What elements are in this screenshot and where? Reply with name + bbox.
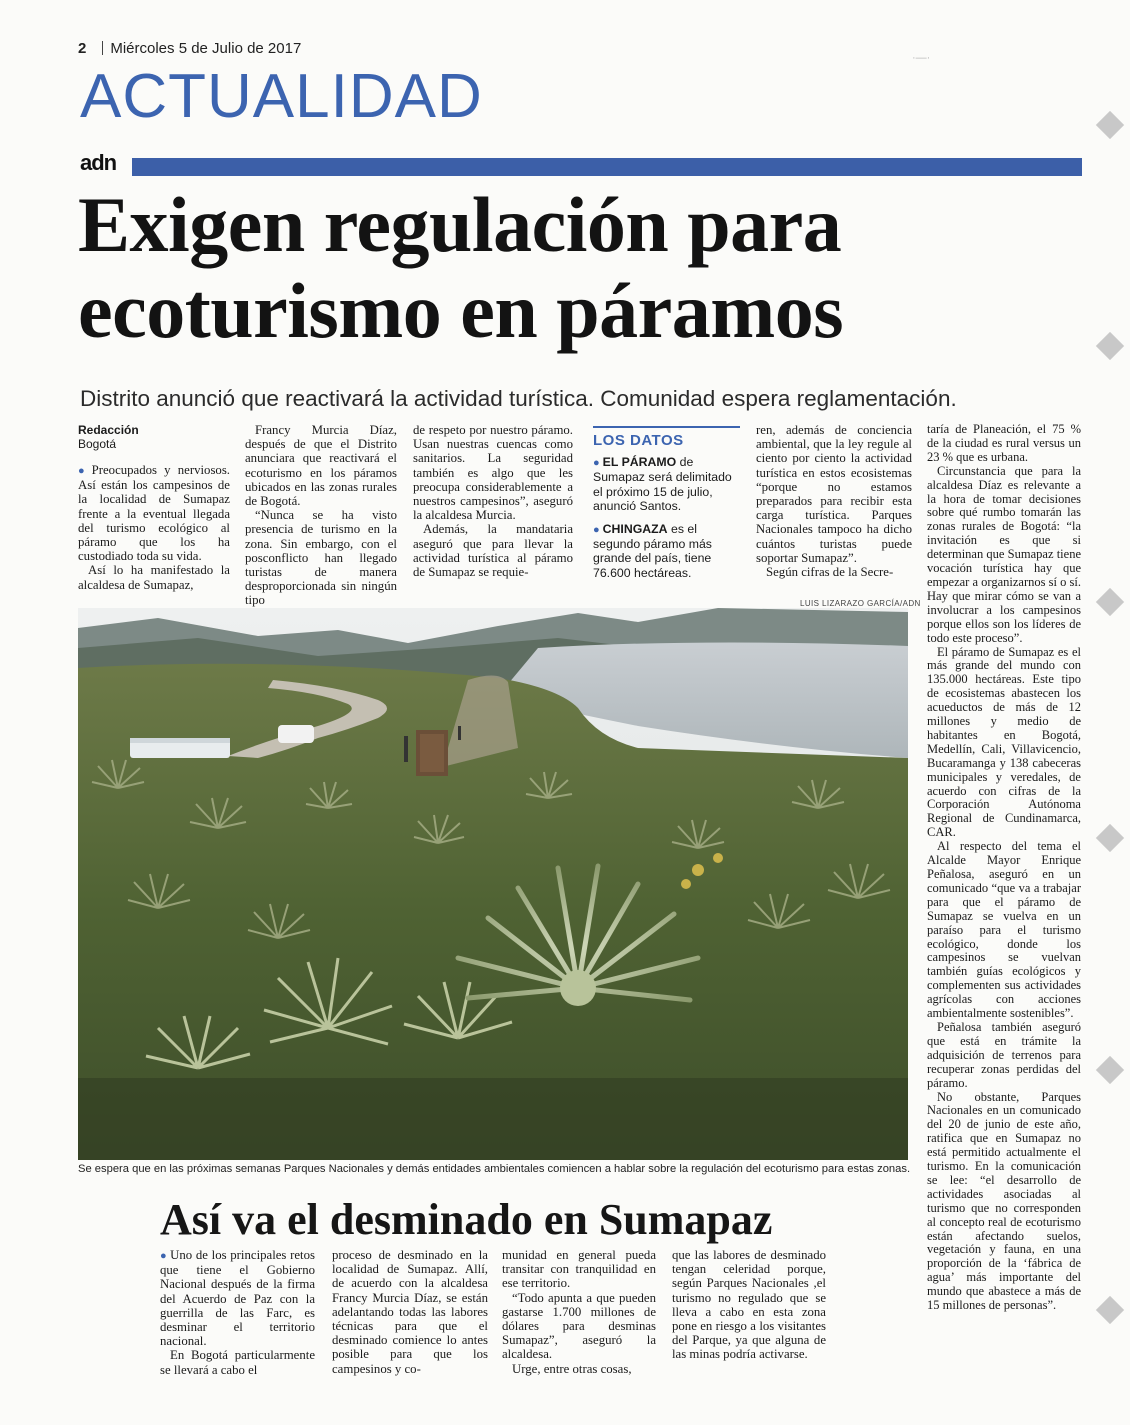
photo-credit: LUIS LIZARAZO GARCÍA/ADN [800, 599, 921, 608]
paragraph: de respeto por nuestro páramo. Usan nuestras cuencas como sanitarios. La seguridad también es algo que les preocupa considerablemente a nuestros campesinos”, aseguró la alcaldesa Murcia. [413, 423, 573, 523]
article-column-5 [756, 423, 912, 579]
paragraph: El páramo de Sumapaz es el más grande del mundo con 135.000 hectáreas. Este tipo de ecosistemas abastecen los acueductos de más de 12 millones y medio de habitantes en Bogotá, Medellín, Cali, Villavicencio, Bucaramanga y 138 cabeceras municipales y veredales, de acuerdo con cifras de la Corporación Autónoma Regional de Cundinamarca, CAR. [927, 644, 1081, 840]
headline-line-1: Exigen regulación para [78, 181, 842, 268]
article-column-2 [245, 423, 397, 608]
bullet-icon: ● [593, 523, 600, 536]
article-column-6 [927, 423, 1081, 1313]
desminado-headline: Así va el desminado en Sumapaz [160, 1195, 773, 1244]
paragraph: Francy Murcia Díaz, después de que el Distrito anunciara que reactivará el ecoturismo en los páramos ubicados en las zonas rurales de Bogotá. [245, 423, 397, 509]
paragraph: Además, la mandataria aseguró que para llevar la actividad turística al páramo de Sumapaz se requie- [413, 522, 573, 580]
paragraph: ● Preocupados y nerviosos. Así están los campesinos de la localidad de Sumapaz frente a la eventual llegada del turismo ecológico al páramo que los ha custodiado toda su vida. [78, 463, 230, 564]
paragraph: Circunstancia que para la alcaldesa Díaz es relevante a la hora de tomar decisiones sobre qué rumbo tomarán las zonas rurales de Bogotá: “la invitación es que si determinan que Sumapaz tiene vocación turística hay que empezar a organizarnos sí o sí. Hay que mirar cómo se van a involucrar a los campesinos porque ellos son los líderes de todo este proceso”. [927, 463, 1081, 645]
los-datos-header: LOS DATOS [593, 426, 740, 449]
datos-item-1: ● EL PÁRAMO de Sumapaz será delimitado el próximo 15 de julio, anunció Santos. [593, 455, 732, 514]
paragraph: taría de Planeación, el 75 % de la ciudad es rural versus un 23 % que es urbana. [927, 422, 1081, 464]
paramo-photo [78, 608, 908, 1160]
paragraph: ● Uno de los principales retos que tiene el Gobierno Nacional después de la firma del Acuerdo de Paz con la guerrilla de las Farc, es desminar el territorio nacional. [160, 1248, 315, 1349]
paragraph: “Nunca se ha visto presencia de turismo en la zona. Sin embargo, con el posconflicto han llegado turistas de manera desproporcionada sin ningún tipo [245, 508, 397, 608]
page-number: 2 [78, 40, 87, 57]
paragraph: Así lo ha manifestado la alcaldesa de Sumapaz, [78, 563, 230, 592]
margin-pencil-mark: ·—· [912, 52, 931, 64]
paragraph: proceso de desminado en la localidad de Sumapaz. Allí, de acuerdo con la alcaldesa Francy Murcia Díaz, se están adelantando todas las labores técnicas para que el desminado comience lo antes posible para que los campesinos y co- [332, 1248, 488, 1376]
scan-edge-mark [1096, 332, 1124, 360]
byline [78, 423, 230, 451]
paragraph: “Todo apunta a que pueden gastarse 1.700 millones de dólares para desminas Sumapaz”, aseguró la alcaldesa. [502, 1290, 656, 1362]
section-bar [132, 158, 1082, 176]
paramo-landscape-illustration [78, 608, 908, 1160]
brand-logo: adn [80, 150, 117, 175]
bullet-icon: ● [160, 1250, 168, 1262]
bullet-icon: ● [78, 465, 89, 477]
paragraph: Peñalosa también aseguró que está en trámite la adquisición de terrenos para recuperar zonas perdidas del páramo. [927, 1019, 1081, 1090]
paragraph: No obstante, Parques Nacionales en un comunicado del 20 de junio de este año, ratifica que en Sumapaz no está permitido actualmente el turismo. En la comunicación se lee: “el desarrollo de actividades asociadas al turismo que no corresponden al concepto real de ecoturismo están afectando suelos, vegetación y fauna, en una proporción de la ‘fábrica de agua’ más importante del mundo que abastece a más de 15 millones de personas”. [927, 1089, 1081, 1313]
paragraph: En Bogotá particularmente se llevará a cabo el [160, 1348, 315, 1377]
paragraph: Urge, entre otras cosas, [512, 1361, 632, 1376]
scan-edge-mark [1096, 824, 1124, 852]
folio-divider [102, 41, 103, 55]
desminado-column-3 [502, 1248, 656, 1376]
byline-city: Bogotá [78, 437, 117, 451]
headline-line-2: ecoturismo en páramos [78, 267, 844, 354]
article-deck: Distrito anunció que reactivará la actividad turística. Comunidad espera reglamentación. [80, 386, 957, 411]
scan-edge-mark [1096, 1056, 1124, 1084]
scan-edge-mark [1096, 588, 1124, 616]
desminado-column-2 [332, 1248, 488, 1376]
publication-date: Miércoles 5 de Julio de 2017 [110, 40, 302, 57]
main-headline [78, 182, 1088, 354]
paragraph: munidad en general pueda transitar con tranquilidad en ese territorio. [502, 1248, 656, 1291]
byline-author: Redacción [78, 423, 139, 437]
article-column-3 [413, 423, 573, 579]
section-title: ACTUALIDAD [80, 62, 483, 131]
paragraph: ren, además de conciencia ambiental, que la ley regule al ciento por ciento la actividad turística en estos ecosistemas “porque no estamos preparados para recibir esta carga turística. Parques Nacionales tampoco ha dicho cuántos turistas puede soportar Sumapaz”. [756, 423, 912, 565]
scan-edge-mark [1096, 111, 1124, 139]
photo-caption: Se espera que en las próximas semanas Parques Nacionales y demás entidades ambientales comiencen a hablar sobre la regulación del ecoturismo para estas zonas. [78, 1163, 911, 1175]
desminado-column-1 [160, 1248, 315, 1377]
scan-edge-mark [1096, 1296, 1124, 1324]
desminado-column-4 [672, 1248, 826, 1362]
paragraph: Al respecto del tema el Alcalde Mayor Enrique Peñalosa, aseguró en un comunicado “que va a trabajar para que el páramo de Sumapaz se vuelva en un paraíso para el turismo ecológico, donde los campesinos se vuelvan también guías ecológicos y complementen sus actividades agrícolas con acciones ambientalmente sostenibles”. [927, 839, 1081, 1021]
paragraph: Según cifras de la Secre- [766, 565, 894, 580]
article-column-1 [78, 423, 230, 592]
bullet-icon: ● [593, 457, 600, 469]
page-folio [78, 40, 301, 57]
datos-item-2: ● CHINGAZA es el segundo páramo más grande del país, tiene 76.600 hectáreas. [593, 521, 712, 580]
paragraph: que las labores de desminado tengan celeridad porque, según Parques Nacionales ,el turismo no regulado que se lleva a cabo en esta zona pone en riesgo a los visitantes del Parque, ya que alguna de las minas podría activarse. [672, 1248, 826, 1362]
los-datos-box [593, 426, 740, 588]
